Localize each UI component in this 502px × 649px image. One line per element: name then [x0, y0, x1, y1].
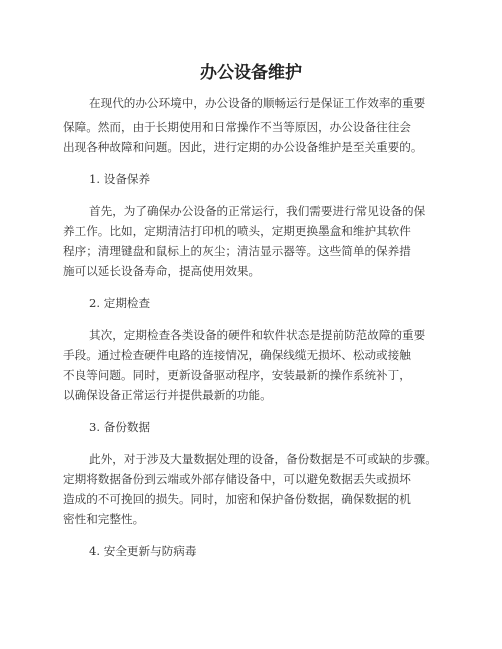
paragraph-line: 定期将数据备份到云端或外部存储设备中，可以避免数据丢失或损坏	[63, 472, 411, 486]
paragraph-line: 造成的不可挽回的损失。同时，加密和保护备份数据，确保数据的机	[63, 492, 411, 506]
paragraph-line: 保障。然而，由于长期使用和日常操作不当等原因，办公设备往往会	[63, 120, 411, 134]
paragraph-line: 养工作。比如，定期清洁打印机的喷头，定期更换墨盒和维护其软件	[63, 224, 411, 238]
paragraph-line: 密性和完整性。	[63, 512, 145, 526]
paragraph-line: 程序；清理键盘和鼠标上的灰尘；清洁显示器等。这些简单的保养措	[63, 244, 411, 258]
paragraph-line: 不良等问题。同时，更新设备驱动程序，安装最新的操作系统补丁，	[63, 368, 411, 382]
document-title: 办公设备维护	[200, 63, 302, 83]
paragraph-line: 此外，对于涉及大量数据处理的设备，备份数据是不可或缺的步骤。	[89, 452, 437, 466]
section-heading: 4. 安全更新与防病毒	[89, 544, 197, 558]
paragraph-line: 出现各种故障和问题。因此，进行定期的办公设备维护是至关重要的。	[63, 140, 423, 154]
paragraph-line: 在现代的办公环境中，办公设备的顺畅运行是保证工作效率的重要	[89, 96, 426, 110]
section-heading: 1. 设备保养	[89, 172, 151, 186]
section-heading: 3. 备份数据	[89, 420, 151, 434]
paragraph-line: 其次，定期检查各类设备的硬件和软件状态是提前防范故障的重要	[89, 328, 426, 342]
paragraph-line: 手段。通过检查硬件电路的连接情况，确保线缆无损坏、松动或接触	[63, 348, 411, 362]
paragraph-line: 首先，为了确保办公设备的正常运行，我们需要进行常见设备的保	[89, 204, 426, 218]
paragraph-line: 施可以延长设备寿命，提高使用效果。	[63, 264, 261, 278]
section-heading: 2. 定期检查	[89, 296, 151, 310]
paragraph-line: 以确保设备正常运行并提供最新的功能。	[63, 388, 272, 402]
